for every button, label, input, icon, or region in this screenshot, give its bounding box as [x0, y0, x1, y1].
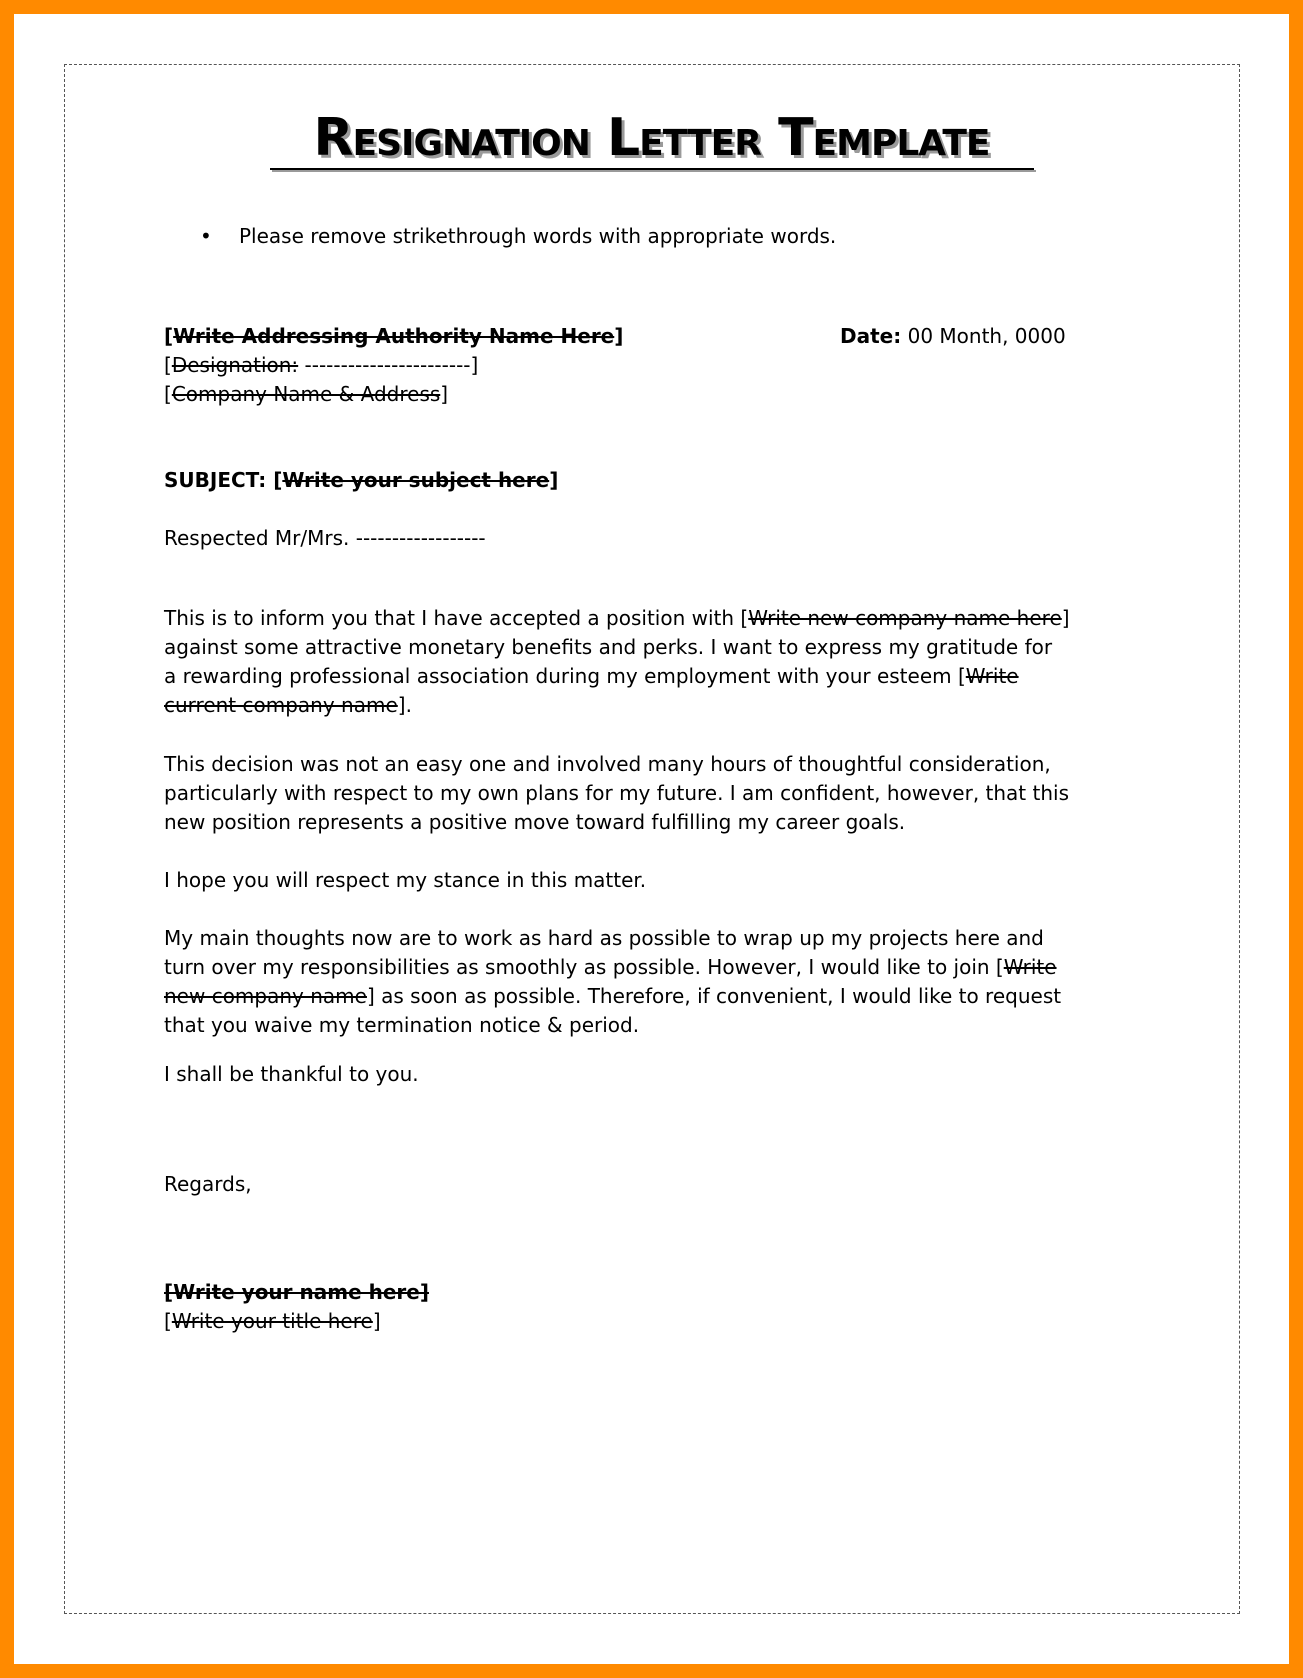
join-company-placeholder: new company name — [164, 984, 367, 1008]
authority-name-placeholder: Write Addressing Authority Name Here — [173, 324, 615, 348]
salutation: Respected Mr/Mrs. ------------------ — [164, 526, 486, 550]
new-company-placeholder: Write new company name here — [748, 606, 1062, 630]
subject-line: SUBJECT: [Write your subject here] — [164, 468, 559, 492]
bullet-dot: • — [200, 224, 212, 248]
company-line: [Company Name & Address] — [164, 382, 449, 406]
current-company-placeholder: current company name — [164, 693, 398, 717]
date-label: Date: — [840, 324, 902, 348]
designation-label: Designation: — [171, 353, 299, 377]
instruction-text: Please remove strikethrough words with appropriate words. — [239, 224, 837, 248]
designation-line: [Designation: -----------------------] — [164, 353, 479, 377]
date-line — [840, 322, 1066, 351]
closing: Regards, — [164, 1172, 252, 1196]
authority-line: [Write Addressing Authority Name Here] — [164, 324, 624, 348]
page-border — [64, 64, 1240, 1614]
company-placeholder: Company Name & Address — [171, 382, 441, 406]
subject-label: SUBJECT: — [164, 468, 274, 492]
subject-placeholder: Write your subject here — [282, 468, 550, 492]
designation-dashes: ----------------------- — [298, 353, 471, 377]
signature-block — [164, 1278, 429, 1336]
paragraph-1: This is to inform you that I have accepted a position with [Write new company name here] against some attractive monetary benefits and perks. I want to express my gratitude for a rewarding professional association during my employment with your esteem [Write current company name]. — [164, 606, 1070, 717]
title-underline — [270, 168, 1034, 170]
paragraph-4: My main thoughts now are to work as hard as possible to wrap up my projects here and turn over my responsibilities as smoothly as possible. However, I would like to join [Write new company name] as soon as possible. Therefore, if convenient, I would like to request that you waive my termination notice & period. — [164, 926, 1062, 1037]
date-value: 00 Month, 0000 — [901, 324, 1066, 348]
document-title: Resignation Letter Template — [313, 108, 990, 168]
paragraph-2: This decision was not an easy one and involved many hours of thoughtful consideration, particularly with respect to my own plans for my future. I am confident, however, that this new position represents a positive move toward fulfilling my career goals. — [164, 752, 1069, 834]
signature-name-placeholder: [Write your name here] — [164, 1280, 429, 1304]
recipient-address-block — [164, 322, 623, 409]
paragraph-3: I hope you will respect my stance in this matter. — [164, 868, 647, 892]
signature-title-line: [Write your title here] — [164, 1309, 381, 1333]
signature-title-placeholder: Write your title here — [171, 1309, 373, 1333]
paragraph-5: I shall be thankful to you. — [164, 1062, 419, 1086]
